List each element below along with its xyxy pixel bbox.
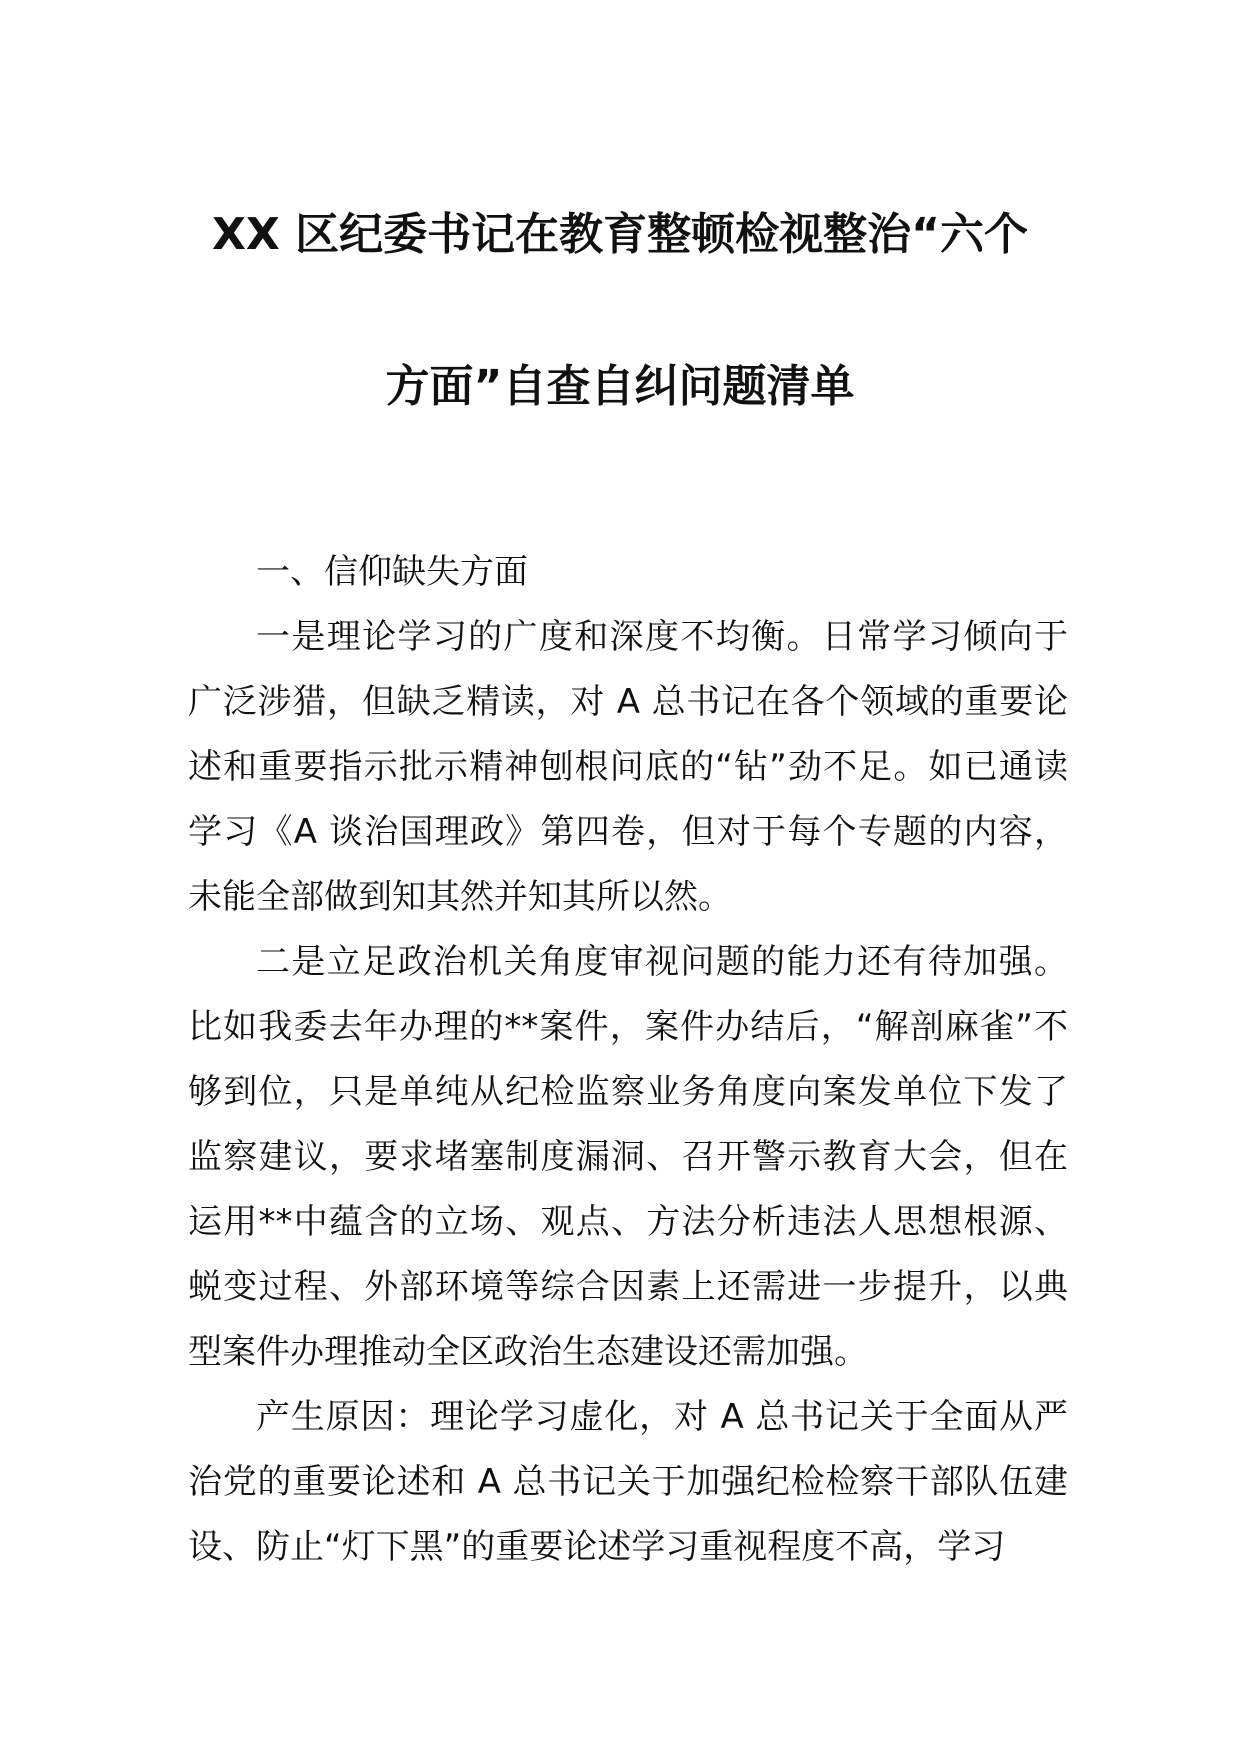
paragraph-3 [188, 1385, 1068, 1580]
paragraph-2 [188, 930, 1068, 1385]
document-title-line-2: 方面”自查自纠问题清单 [385, 361, 855, 412]
section-heading: 一、信仰缺失方面 [256, 552, 528, 592]
paragraph-1 [188, 605, 1068, 930]
paragraph-text: 二是立足政治机关角度审视问题的能力还有待加强。比如我委去年办理的**案件，案件办结后，“解剖麻雀”不够到位，只是单纯从纪检监察业务角度向案发单位下发了监察建议，要求堵塞制度漏洞、召开警示教育大会，但在运用**中蕴含的立场、观点、方法分析违法人思想根源、蜕变过程、外部环境等综合因素上还需进一步提升，以典型案件办理推动全区政治生态建设还需加强。 [188, 942, 1068, 1372]
paragraph-text: 一是理论学习的广度和深度不均衡。日常学习倾向于广泛涉猎，但缺乏精读，对 A 总书记在各个领域的重要论述和重要指示批示精神刨根问底的“钻”劲不足。如已通读学习《A 谈治国理政》第四卷，但对于每个专题的内容，未能全部做到知其然并知其所以然。 [188, 617, 1068, 917]
document-title-line-1: XX 区纪委书记在教育整顿检视整治“六个 [211, 209, 1029, 260]
paragraph-text: 产生原因：理论学习虚化，对 A 总书记关于全面从严治党的重要论述和 A 总书记关于加强纪检检察干部队伍建设、防止“灯下黑”的重要论述学习重视程度不高，学习 [188, 1397, 1068, 1567]
